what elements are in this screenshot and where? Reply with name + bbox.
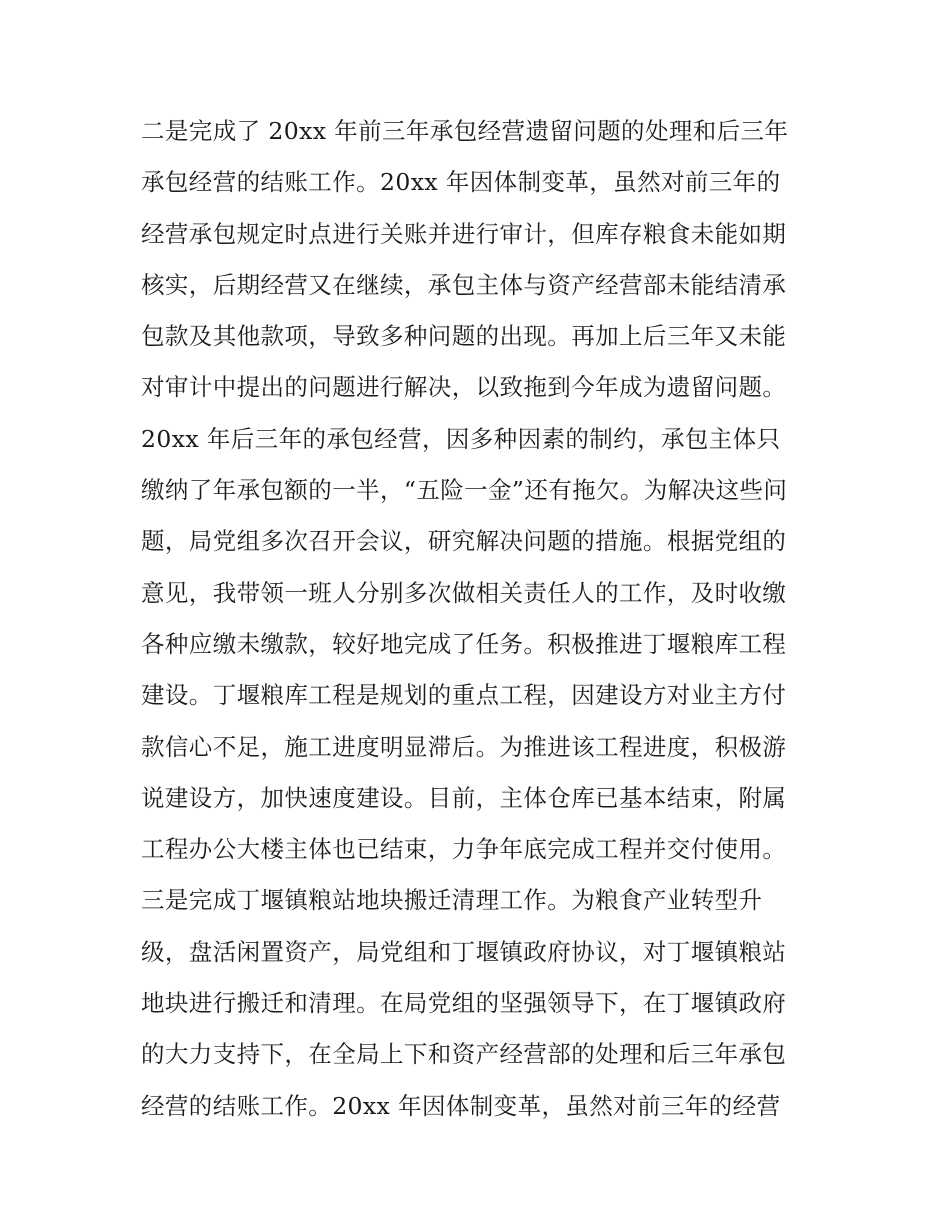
text-line: 级，盘活闲置资产，局党组和丁堰镇政府协议，对丁堰镇粮站 bbox=[141, 937, 787, 966]
text-line: 三是完成丁堰镇粮站地块搬迁清理工作。为粮食产业转型升 bbox=[141, 886, 763, 915]
text-line: 意见，我带领一班人分别多次做相关责任人的工作，及时收缴 bbox=[141, 578, 787, 607]
text-line: 题，局党组多次召开会议，研究解决问题的措施。根据党组的 bbox=[141, 527, 787, 556]
text-line: 经营承包规定时点进行关账并进行审计，但库存粮食未能如期 bbox=[141, 219, 787, 248]
text-line: 对审计中提出的问题进行解决，以致拖到今年成为遗留问题。 bbox=[141, 373, 787, 402]
text-line: 20xx 年后三年的承包经营，因多种因素的制约，承包主体只 bbox=[141, 424, 781, 453]
body-text bbox=[141, 106, 821, 1132]
text-line: 地块进行搬迁和清理。在局党组的坚强领导下，在丁堰镇政府 bbox=[141, 989, 787, 1018]
text-line: 经营的结账工作。20xx 年因体制变革，虽然对前三年的经营 bbox=[141, 1091, 781, 1120]
text-line: 承包经营的结账工作。20xx 年因体制变革，虽然对前三年的 bbox=[141, 168, 781, 197]
text-line: 工程办公大楼主体也已结束，力争年底完成工程并交付使用。 bbox=[141, 835, 787, 864]
text-line: 缴纳了年承包额的一半，“五险一金”还有拖欠。为解决这些问 bbox=[141, 476, 788, 505]
text-line: 说建设方，加快速度建设。目前，主体仓库已基本结束，附属 bbox=[141, 783, 787, 812]
text-line: 建设。丁堰粮库工程是规划的重点工程，因建设方对业主方付 bbox=[141, 681, 787, 710]
text-line: 的大力支持下，在全局上下和资产经营部的处理和后三年承包 bbox=[141, 1040, 787, 1069]
text-line: 包款及其他款项，导致多种问题的出现。再加上后三年又未能 bbox=[141, 322, 787, 351]
text-line: 款信心不足，施工进度明显滞后。为推进该工程进度，积极游 bbox=[141, 732, 787, 761]
text-line: 各种应缴未缴款，较好地完成了任务。积极推进丁堰粮库工程 bbox=[141, 629, 787, 658]
text-line: 核实，后期经营又在继续，承包主体与资产经营部未能结清承 bbox=[141, 270, 787, 299]
text-line: 二是完成了 20xx 年前三年承包经营遗留问题的处理和后三年 bbox=[141, 117, 789, 145]
